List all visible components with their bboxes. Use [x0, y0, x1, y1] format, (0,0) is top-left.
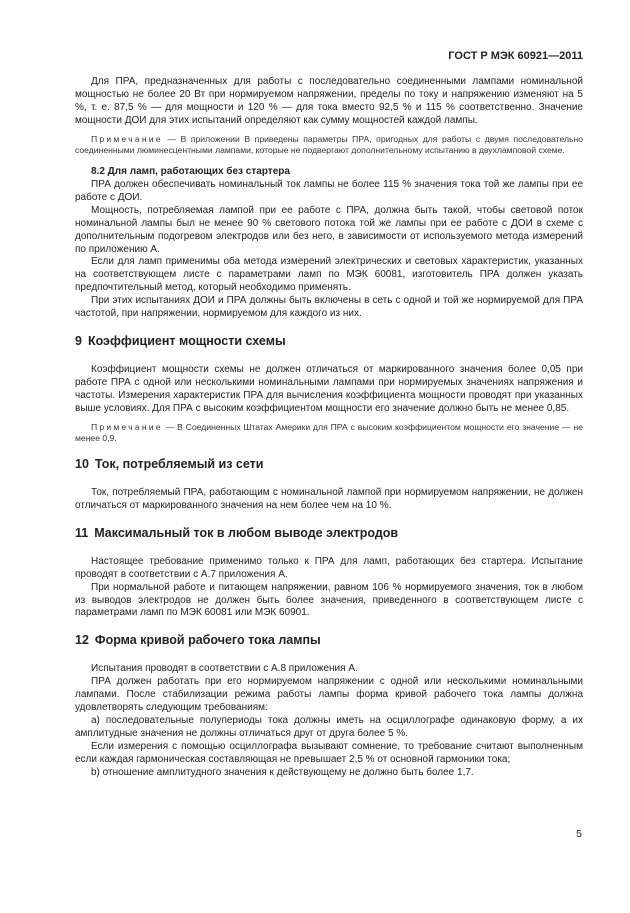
paragraph: Коэффициент мощности схемы не должен отличаться от маркированного значения более 0,05 при работе ПРА с одной или несколькими номинальными лампами при нормируемых значениях напряжения и частоты. Измерения характеристик ПРА для вычисления коэффициента мощности проводят при указанных выше условиях. Для ПРА с высоким коэффициентом мощности его значение должно быть не менее 0,85. [75, 364, 583, 414]
standard-header: ГОСТ Р МЭК 60921—2011 [448, 50, 583, 62]
paragraph: ПРА должен обеспечивать номинальный ток лампы не более 115 % значения тока той же лампы при ее работе с ДОИ. [75, 179, 583, 203]
section-number: 10 [75, 457, 89, 472]
note-label: Примечание [91, 133, 163, 144]
note-text: — В приложении В приведены параметры ПРА, пригодных для работы с двумя последовательно соединенными люминесцентными лампами, которые не подвергают дополнительному испытанию в двухламповой схеме. [75, 133, 583, 155]
section-title-text: Форма кривой рабочего тока лампы [94, 633, 321, 648]
note-text: — В Соединенных Штатах Америки для ПРА с высоким коэффициентом мощности его значение — не менее 0,9. [75, 421, 583, 443]
section-title-text: Коэффициент мощности схемы [87, 334, 286, 348]
note [75, 134, 583, 156]
paragraph: Настоящее требование применимо только к ПРА для ламп, работающих без стартера. Испытание проводят в соответствии с А.7 приложения А. [75, 555, 583, 580]
section-title-text: Максимальный ток в любом выводе электродов [94, 525, 399, 540]
page-number: 5 [576, 828, 582, 840]
paragraph: Если для ламп применимы оба метода измерений электрических и световых характеристик, указанных на соответствующем листе с параметрами ламп по МЭК 60081, изготовитель ПРА должен указать предпочтительный метод, который необходимо применять. [75, 256, 583, 294]
paragraph: Испытания проводят в соответствии с А.8 приложения А. [91, 663, 358, 675]
subsection-title-8-2: 8.2 Для ламп, работающих без стартера [91, 166, 290, 178]
section-number: 11 [75, 525, 89, 540]
paragraph: Если измерения с помощью осциллографа вызывают сомнение, то требование считают выполненным если каждая гармоническая составляющая не превышает 2,5 % от основной гармоники тока; [75, 740, 583, 765]
paragraph: При нормальной работе и питающем напряжении, равном 106 % нормируемого значения, ток в любом из выводов электродов не должен быть более значения, приведенного в соответствующем листе с параметрами ламп по МЭК 60081 или МЭК 60901. [75, 581, 583, 619]
list-item: a) последовательные полупериоды тока должны иметь на осциллографе одинаковую форму, а их амплитудные значения не должны отличаться друг от друга более 5 %. [75, 715, 583, 739]
paragraph: Мощность, потребляемая лампой при ее работе с ПРА, должна быть такой, чтобы световой поток номинальной лампы был не менее 90 % светового потока той же лампы при ее работе с ДОИ в схеме с дополнительным подогревом электродов или без него, в зависимости от используемого метода измерений по приложению А. [75, 204, 583, 255]
paragraph: ПРА должен работать при его нормируемом напряжении с одной или несколькими номинальными лампами. После стабилизации режима работы лампы форма кривой рабочего тока лампы должна удовлетворять следующим требованиям: [75, 676, 583, 714]
section-title-9 [75, 334, 583, 349]
section-title-11 [75, 526, 583, 541]
paragraph: Для ПРА, предназначенных для работы с последовательно соединенными лампами номинальной мощностью не более 20 Вт при нормируемом напряжении, пределы по току и напряжению изменяют на 5 %, т. е. 87,5 % — для мощности и 120 % — для тока вместо 92,5 % и 115 % соответственно. Значение мощности ДОИ для этих испытаний определяют как сумму мощностей каждой лампы. [75, 76, 583, 126]
page-content [75, 76, 583, 780]
section-number: 9 [75, 334, 82, 348]
section-number: 12 [75, 633, 89, 648]
section-title-text: Ток, потребляемый из сети [94, 457, 264, 472]
note [75, 422, 583, 444]
section-title-12 [75, 633, 583, 648]
paragraph: Ток, потребляемый ПРА, работающим с номинальной лампой при нормируемом напряжении, не должен отличаться от маркированного значения на нем более чем на 10 %. [75, 487, 583, 511]
list-item: b) отношение амплитудного значения к действующему не должно быть более 1,7. [91, 766, 474, 778]
paragraph: При этих испытаниях ДОИ и ПРА должны быть включены в сеть с одной и той же нормируемой для ПРА частотой, при напряжении, нормируемом для каждого из них. [75, 295, 583, 320]
note-label: Примечание [91, 421, 163, 432]
section-title-10 [75, 457, 583, 472]
